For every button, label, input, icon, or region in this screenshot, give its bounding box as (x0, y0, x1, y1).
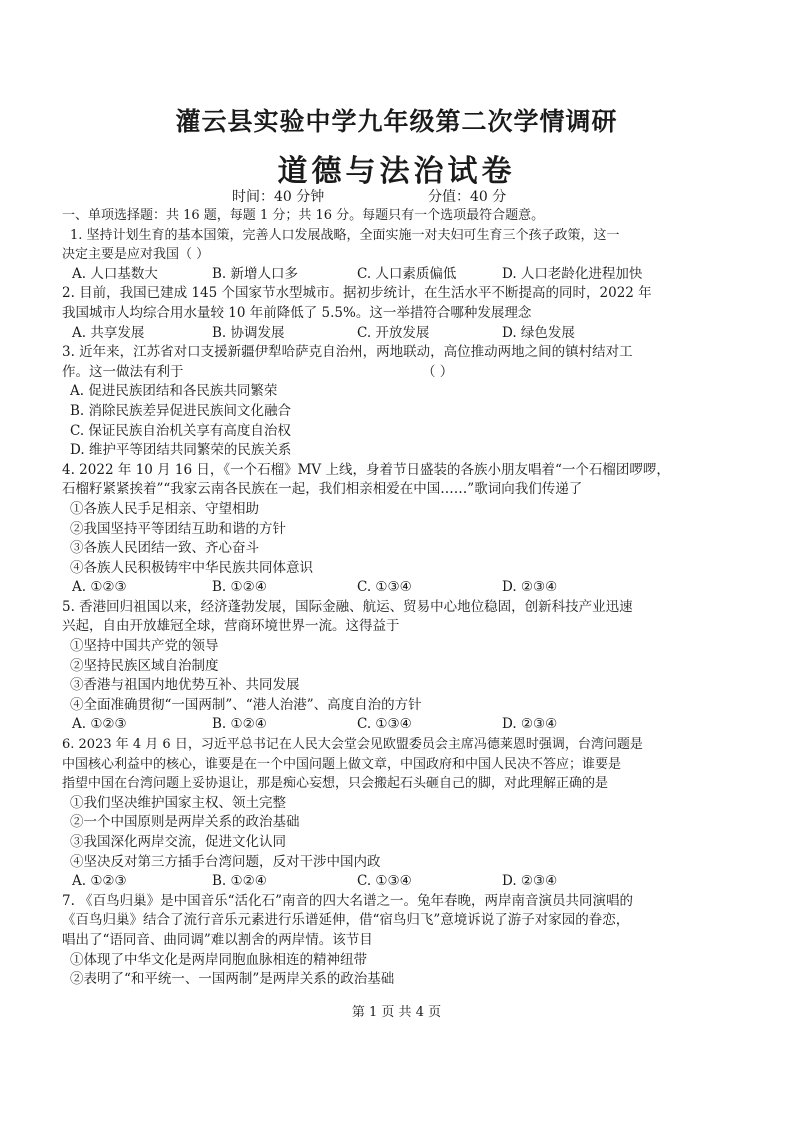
option-a: A. ①②③ (72, 873, 127, 890)
option-a: A. 人口基数大 (72, 265, 158, 282)
option-row (62, 265, 738, 285)
question-7 (62, 892, 738, 990)
question-stem: 1. 坚持计划生育的基本国策，完善人口发展战略，全面实施一对夫妇可生育三个孩子政策，这一 (70, 227, 620, 243)
statement-item: ①体现了中华文化是两岸同胞血脉相连的精神纽带 (70, 951, 367, 968)
option-d: D. 维护平等团结共同繁荣的民族关系 (70, 442, 292, 459)
option-d: D. ②③④ (502, 579, 558, 596)
option-a: A. ①②③ (72, 716, 127, 733)
statement-item: ①我们坚决维护国家主权、领土完整 (70, 794, 286, 811)
question-stem: 5. 香港回归祖国以来，经济蓬勃发展，国际金融、航运、贸易中心地位稳固，创新科技产业迅速 (62, 598, 633, 615)
statement-item: ③我国深化两岸交流，促进文化认同 (70, 834, 286, 850)
statement-item: ②一个中国原则是两岸关系的政治基础 (70, 814, 300, 831)
option-a: A. ①②③ (72, 579, 127, 596)
question-stem: 作。这一做法有利于 (62, 363, 184, 380)
option-c: C. 开放发展 (357, 324, 430, 341)
question-stem: 兴起，自由开放雄冠全球，营商环境世界一流。这得益于 (62, 618, 400, 635)
page-footer: 第 1 页 共 4 页 (351, 1005, 442, 1020)
question-stem: 《百鸟归巢》结合了流行音乐元素进行乐谱延伸，借“宿鸟归飞”意境诉说了游子对家园的眷恋， (62, 912, 630, 929)
question-1 (62, 226, 738, 285)
question-4 (62, 461, 738, 598)
option-b: B. 协调发展 (212, 324, 285, 341)
option-a: A. 促进民族团结和各民族共同繁荣 (70, 383, 278, 400)
question-stem: 4. 2022 年 10 月 16 日，《一个石榴》MV 上线，身着节日盛装的各族小朋友唱着“一个石榴团啰啰， (62, 461, 670, 478)
exam-subject-title: 道德与法治试卷 (277, 154, 516, 189)
question-stem: 2. 目前，我国已建成 145 个国家节水型城市。据初步统计，在生活水平不断提高的同时，2022 年 (62, 285, 652, 302)
statement-item: ③各族人民团结一致、齐心奋斗 (70, 540, 259, 557)
option-c: C. 保证民族自治机关享有高度自治权 (70, 422, 291, 439)
statement-item: ②我国坚持平等团结互助和谐的方针 (70, 520, 286, 537)
option-row (62, 872, 738, 892)
option-c: C. ①③④ (357, 873, 412, 890)
option-d: D. 人口老龄化进程加快 (502, 265, 643, 282)
question-stem: 我国城市人均综合用水量较 10 年前降低了 5.5%。这一举措符合哪种发展理念 (62, 304, 532, 321)
question-stem: 唱出了“语同音、曲同调”难以割舍的两岸情。该节目 (62, 931, 373, 948)
option-row (62, 578, 738, 598)
question-2 (62, 284, 738, 343)
option-d: D. 绿色发展 (502, 324, 575, 341)
option-b: B. 新增人口多 (212, 265, 299, 282)
question-5 (62, 598, 738, 735)
question-stem: 石榴籽紧紧挨着”“我家云南各民族在一起，我们相亲相爱在中国……”歌词向我们传递了 (62, 481, 583, 498)
statement-item: ④坚决反对第三方插手台湾问题，反对干涉中国内政 (70, 853, 381, 870)
statement-item: ③香港与祖国内地优势互补、共同发展 (70, 677, 300, 694)
option-a: A. 共享发展 (72, 324, 145, 341)
question-stem: 6. 2023 年 4 月 6 日，习近平总书记在人民大会堂会见欧盟委员会主席冯德莱恩时强调，台湾问题是 (62, 737, 643, 753)
option-c: C. ①③④ (357, 579, 412, 596)
statement-item: ④各族人民积极铸牢中华民族共同体意识 (70, 559, 313, 576)
exam-content (62, 206, 738, 990)
statement-item: ④全面准确贯彻“一国两制”、“港人治港”、高度自治的方针 (70, 696, 422, 713)
question-stem: 3. 近年来，江苏省对口支援新疆伊犁哈萨克自治州，两地联动，高位推动两地之间的镇村结对工 (62, 344, 633, 361)
option-row (62, 324, 738, 344)
statement-item: ②坚持民族区域自治制度 (70, 657, 219, 674)
question-stem: 决定主要是应对我国（ ） (62, 247, 210, 263)
question-stem: 7. 《百鸟归巢》是中国音乐“活化石”南音的四大名谱之一。兔年春晚，两岸南音演员共同演唱的 (62, 892, 633, 909)
option-d: D. ②③④ (502, 716, 558, 733)
option-row (62, 715, 738, 735)
question-stem: 指望中国在台湾问题上妥协退让，那是痴心妄想，只会搬起石头砸自己的脚，对此理解正确的是 (62, 776, 609, 792)
question-stem-line (62, 363, 738, 383)
option-b: B. 消除民族差异促进民族间文化融合 (70, 402, 292, 419)
statement-item: ①各族人民手足相亲、守望相助 (70, 500, 259, 517)
question-3 (62, 343, 738, 461)
option-b: B. ①②④ (212, 579, 267, 596)
section-heading: 一、单项选择题：共 16 题，每题 1 分；共 16 分。每题只有一个选项最符合题意。 (62, 208, 545, 223)
answer-paren: （ ） (422, 363, 454, 380)
question-6 (62, 735, 738, 892)
statement-item: ②表明了“和平统一、一国两制”是两岸关系的政治基础 (70, 971, 395, 988)
option-b: B. ①②④ (212, 716, 267, 733)
exam-time: 时间：40 分钟 (232, 189, 325, 205)
option-c: C. ①③④ (357, 716, 412, 733)
option-b: B. ①②④ (212, 873, 267, 890)
option-c: C. 人口素质偏低 (357, 265, 457, 282)
exam-school-title: 灌云县实验中学九年级第二次学情调研 (175, 107, 618, 136)
statement-item: ①坚持中国共产党的领导 (70, 638, 219, 655)
question-stem: 中国核心利益中的核心，谁要是在一个中国问题上做文章，中国政府和中国人民决不答应；谁要是 (62, 756, 622, 772)
exam-score: 分值：40 分 (428, 189, 507, 205)
option-d: D. ②③④ (502, 873, 558, 890)
